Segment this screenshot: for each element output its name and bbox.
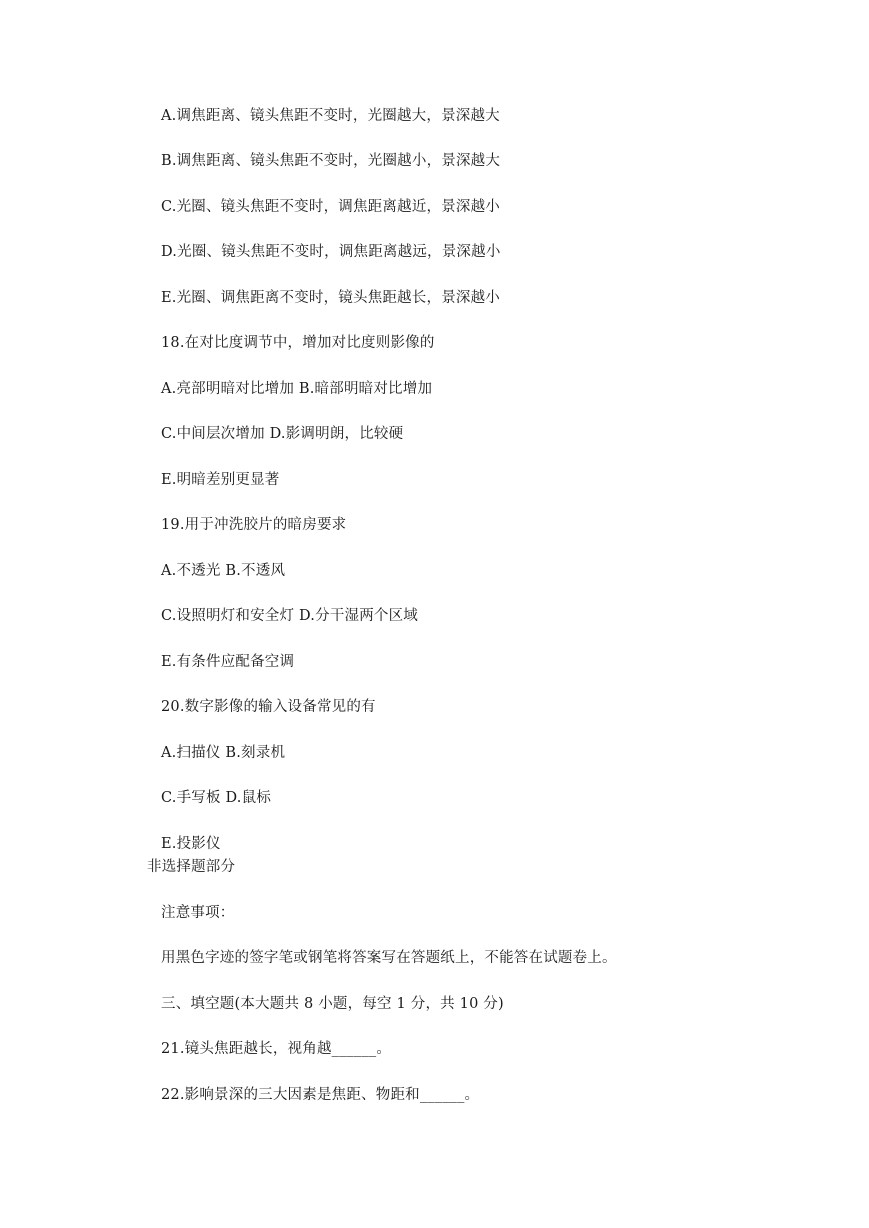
q20-option-e: E.投影仪 xyxy=(161,836,221,852)
q19-question: 19.用于冲洗胶片的暗房要求 xyxy=(161,517,347,533)
q18-option-e: E.明暗差别更显著 xyxy=(161,472,280,488)
q18-options-cd: C.中间层次增加 D.影调明朗，比较硬 xyxy=(161,426,404,442)
q17-option-e: E.光圈、调焦距离不变时，镜头焦距越长，景深越小 xyxy=(161,290,500,306)
q20-options-cd: C.手写板 D.鼠标 xyxy=(161,790,272,806)
q18-options-ab: A.亮部明暗对比增加 B.暗部明暗对比增加 xyxy=(161,381,433,397)
part3-title: 三、填空题(本大题共 8 小题，每空 1 分，共 10 分) xyxy=(161,996,504,1012)
q17-option-c: C.光圈、镜头焦距不变时，调焦距离越近，景深越小 xyxy=(161,199,500,215)
notice-label: 注意事项： xyxy=(161,905,235,921)
q19-options-cd: C.设照明灯和安全灯 D.分干湿两个区域 xyxy=(161,608,419,624)
q21-question: 21.镜头焦距越长，视角越______。 xyxy=(161,1041,392,1057)
q20-question: 20.数字影像的输入设备常见的有 xyxy=(161,699,376,715)
section-title: 非选择题部分 xyxy=(147,859,236,875)
q19-option-e: E.有条件应配备空调 xyxy=(161,654,295,670)
q19-options-ab: A.不透光 B.不透风 xyxy=(161,563,286,579)
q17-option-a: A.调焦距离、镜头焦距不变时，光圈越大，景深越大 xyxy=(161,108,500,124)
q18-question: 18.在对比度调节中，增加对比度则影像的 xyxy=(161,335,435,351)
q17-option-b: B.调焦距离、镜头焦距不变时，光圈越小，景深越大 xyxy=(161,153,501,169)
q17-option-d: D.光圈、镜头焦距不变时，调焦距离越远，景深越小 xyxy=(161,244,501,260)
q22-question: 22.影响景深的三大因素是焦距、物距和______。 xyxy=(161,1087,480,1103)
q20-options-ab: A.扫描仪 B.刻录机 xyxy=(161,745,286,761)
notice-text: 用黑色字迹的签字笔或钢笔将答案写在答题纸上，不能答在试题卷上。 xyxy=(161,950,617,966)
